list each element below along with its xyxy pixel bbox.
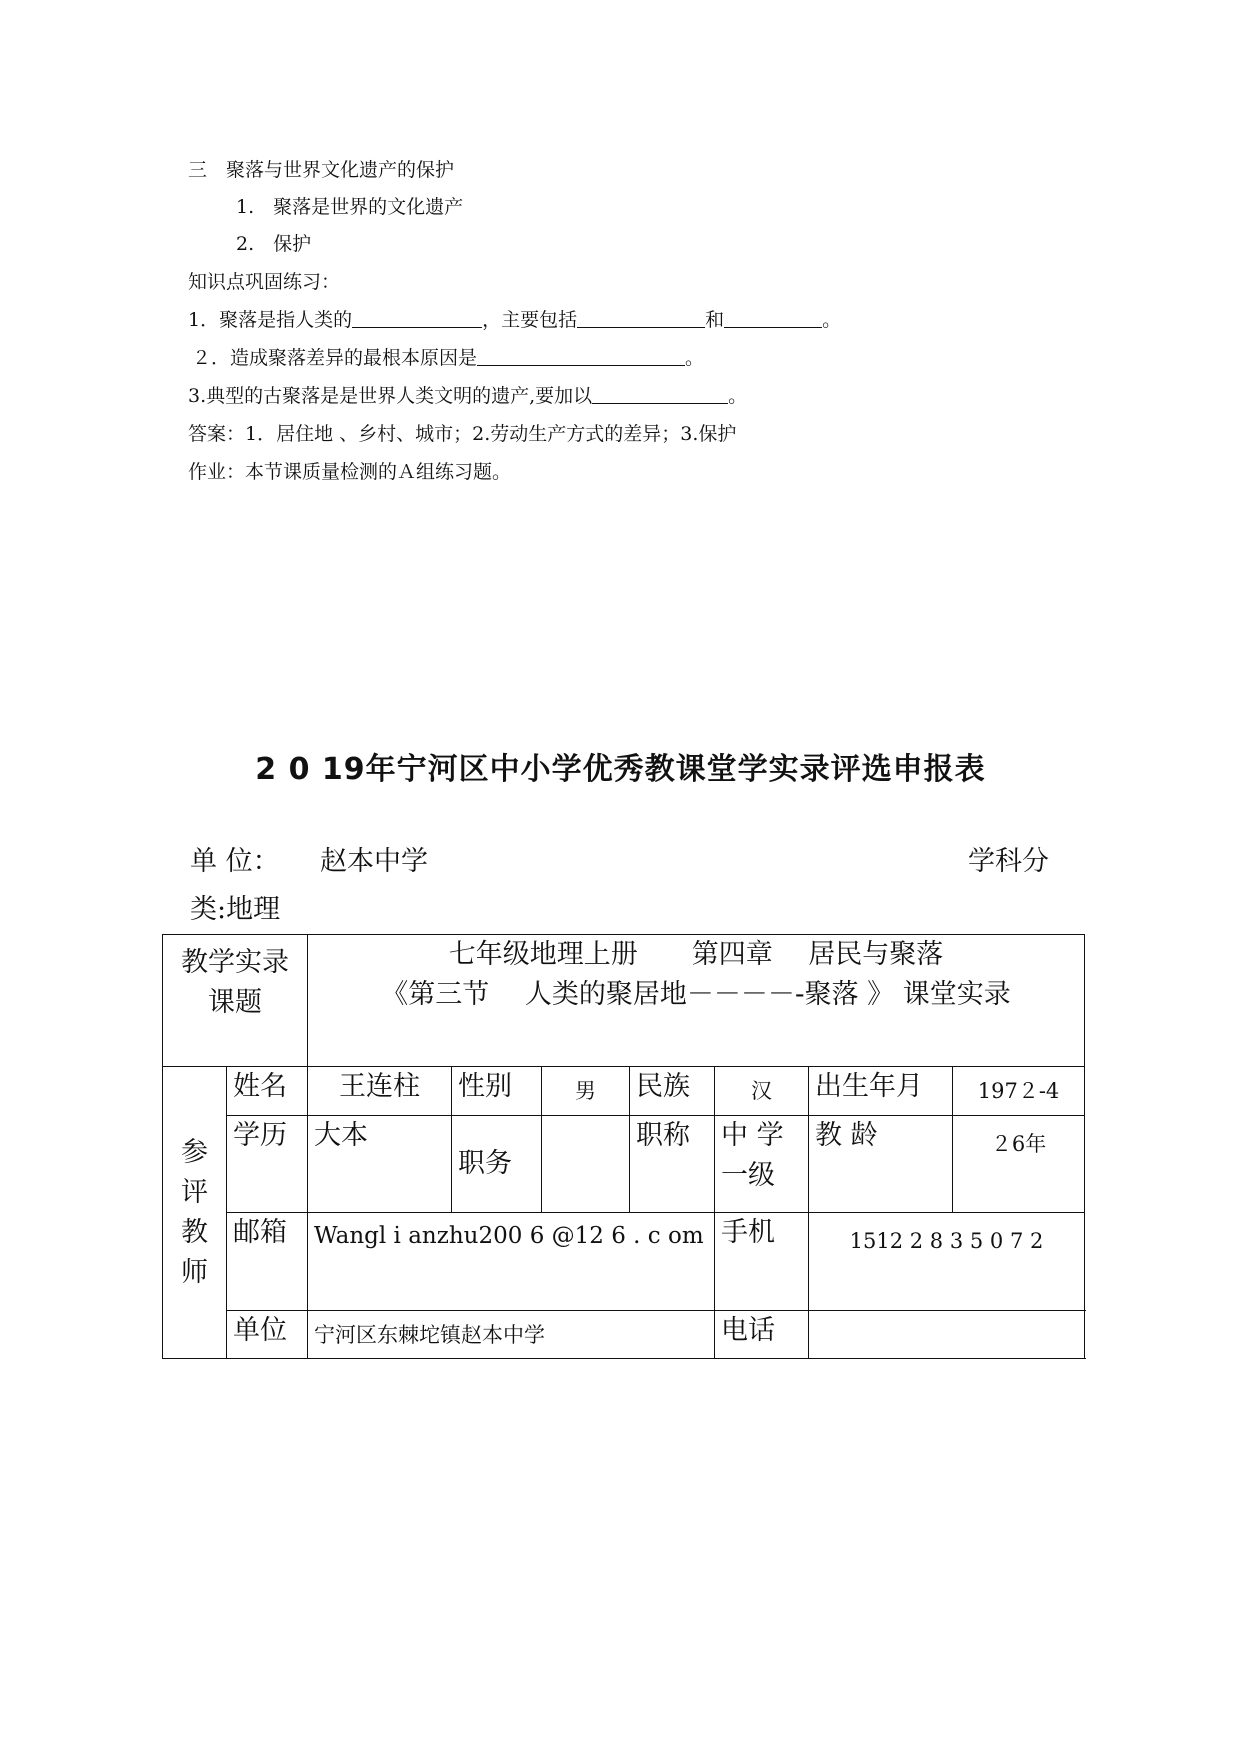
q1-end: 。	[822, 309, 842, 331]
phone-value	[809, 1311, 1085, 1359]
teacher-label: 参评教师	[163, 1067, 227, 1359]
table-row	[163, 935, 1085, 1067]
topic-cell	[308, 935, 1085, 1067]
phone-label: 电话	[715, 1311, 809, 1359]
position-value	[542, 1116, 630, 1213]
exercise-heading: 知识点巩固练习：	[188, 271, 341, 293]
teaching-age-value: ２6年	[953, 1116, 1085, 1213]
position-label: 职务	[452, 1116, 542, 1213]
subject-label: 学科分	[968, 846, 1049, 877]
education-label: 学历	[227, 1116, 308, 1213]
answer-blank	[592, 385, 728, 404]
birth-label: 出生年月	[809, 1067, 953, 1116]
topic-line-2: 《第三节 人类的聚居地－－－－-聚落 》 课堂实录	[381, 979, 1011, 1010]
question-2	[192, 346, 704, 370]
table-row	[163, 1213, 1085, 1311]
application-table	[162, 934, 1085, 1359]
answer-blank	[724, 309, 822, 328]
mobile-label: 手机	[715, 1213, 809, 1311]
list-item: 1. 聚落是世界的文化遗产	[236, 196, 464, 218]
answer-blank	[577, 309, 705, 328]
q1-mid: ，主要包括	[482, 309, 578, 331]
subject-value: 类:地理	[190, 894, 281, 925]
work-unit-value: 宁河区东棘坨镇赵本中学	[308, 1311, 715, 1359]
table-row	[163, 1311, 1085, 1359]
email-label: 邮箱	[227, 1213, 308, 1311]
mobile-value: 1512 2 8 3 5 0 7 2	[809, 1213, 1085, 1311]
q3-prefix: 3.典型的古聚落是是世界人类文明的遗产,要加以	[188, 385, 593, 407]
education-value: 大本	[308, 1116, 452, 1213]
birth-value: 197２-4	[953, 1067, 1085, 1116]
answer-blank	[352, 309, 482, 328]
table-row	[163, 1116, 1085, 1213]
answer-blank	[477, 347, 685, 366]
question-1	[188, 308, 841, 332]
ethnicity-value: 汉	[715, 1067, 809, 1116]
q1-prefix: 1．聚落是指人类的	[188, 309, 353, 331]
section-heading: 三 聚落与世界文化遗产的保护	[188, 159, 455, 181]
gender-label: 性别	[452, 1067, 542, 1116]
topic-line-1: 七年级地理上册 第四章 居民与聚落	[448, 939, 944, 970]
list-item: 2. 保护	[236, 233, 312, 255]
answers-text: 答案：1．居住地 、乡村、城市；2.劳动生产方式的差异；3.保护	[188, 423, 737, 445]
table-row	[163, 1067, 1085, 1116]
title-value: 中 学一级	[715, 1116, 809, 1213]
name-value: 王连柱	[308, 1067, 452, 1116]
ethnicity-label: 民族	[630, 1067, 715, 1116]
name-label: 姓名	[227, 1067, 308, 1116]
gender-value: 男	[542, 1067, 630, 1116]
homework-text: 作业：本节课质量检测的Ａ组练习题。	[188, 461, 512, 483]
form-title: 2 0 19年宁河区中小学优秀教课堂学实录评选申报表	[255, 752, 986, 787]
work-unit-label: 单位	[227, 1311, 308, 1359]
unit-label: 单 位：	[190, 846, 280, 877]
q2-end: 。	[685, 347, 705, 369]
q2-prefix: ２．造成聚落差异的最根本原因是	[192, 347, 478, 369]
teaching-age-label: 教 龄	[809, 1116, 953, 1213]
topic-label: 教学实录课题	[163, 935, 308, 1067]
q1-and: 和	[705, 309, 725, 331]
question-3	[188, 384, 747, 408]
email-value: Wangl i anzhu200 6 @12 6 . c om	[308, 1213, 715, 1311]
q3-end: 。	[728, 385, 748, 407]
title-label: 职称	[630, 1116, 715, 1213]
unit-value: 赵本中学	[320, 846, 428, 877]
